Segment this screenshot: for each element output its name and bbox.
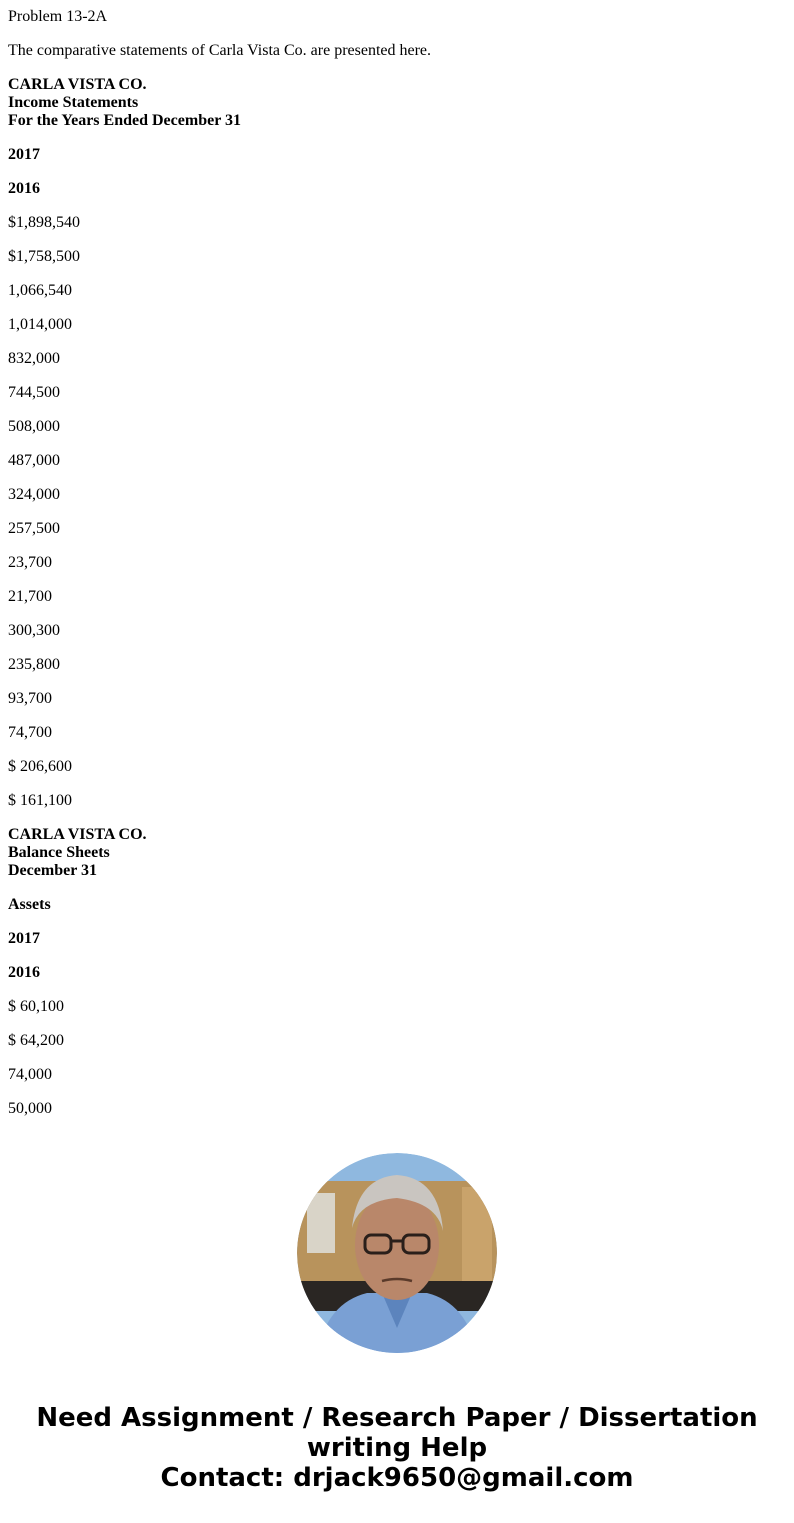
income-value: 324,000 xyxy=(8,486,60,503)
balance-sheet-heading xyxy=(8,826,786,880)
income-value: 487,000 xyxy=(8,452,60,469)
income-company-name: CARLA VISTA CO. xyxy=(8,76,147,93)
assets-section-label: Assets xyxy=(8,896,51,913)
balance-sheet-period: December 31 xyxy=(8,862,97,879)
avatar-photo-icon xyxy=(297,1153,497,1353)
promo-line-1: Need Assignment / Research Paper / Dissertation xyxy=(36,1403,758,1433)
income-value: $1,758,500 xyxy=(8,248,80,265)
balance-year-header-2016: 2016 xyxy=(8,964,40,981)
promo-line-2: writing Help xyxy=(306,1433,488,1463)
income-value: 832,000 xyxy=(8,350,60,367)
income-year-header-2016: 2016 xyxy=(8,180,40,197)
income-statement-heading xyxy=(8,76,786,130)
balance-sheet-title: Balance Sheets xyxy=(8,844,110,861)
balance-company-name: CARLA VISTA CO. xyxy=(8,826,147,843)
balance-value: $ 64,200 xyxy=(8,1032,64,1049)
problem-title: Problem 13-2A xyxy=(8,8,108,25)
income-value: 21,700 xyxy=(8,588,52,605)
income-statement-title: Income Statements xyxy=(8,94,139,111)
income-value: 74,700 xyxy=(8,724,52,741)
balance-value: $ 60,100 xyxy=(8,998,64,1015)
promo-banner xyxy=(0,1403,794,1493)
income-value: 23,700 xyxy=(8,554,52,571)
balance-year-header-2017: 2017 xyxy=(8,930,40,947)
avatar xyxy=(297,1153,497,1353)
intro-text: The comparative statements of Carla Vista Co. are presented here. xyxy=(8,42,432,59)
income-statement-period: For the Years Ended December 31 xyxy=(8,112,241,129)
income-value: 257,500 xyxy=(8,520,60,537)
income-value: $ 206,600 xyxy=(8,758,72,775)
income-value: 508,000 xyxy=(8,418,60,435)
balance-value: 50,000 xyxy=(8,1100,52,1117)
income-value: 1,066,540 xyxy=(8,282,72,299)
income-value: 300,300 xyxy=(8,622,60,639)
income-value: 744,500 xyxy=(8,384,60,401)
balance-value: 74,000 xyxy=(8,1066,52,1083)
income-value: 93,700 xyxy=(8,690,52,707)
income-value: $1,898,540 xyxy=(8,214,80,231)
income-value: $ 161,100 xyxy=(8,792,72,809)
income-value: 1,014,000 xyxy=(8,316,72,333)
income-value: 235,800 xyxy=(8,656,60,673)
income-year-header-2017: 2017 xyxy=(8,146,40,163)
promo-contact: Contact: drjack9650@gmail.com xyxy=(160,1463,634,1493)
